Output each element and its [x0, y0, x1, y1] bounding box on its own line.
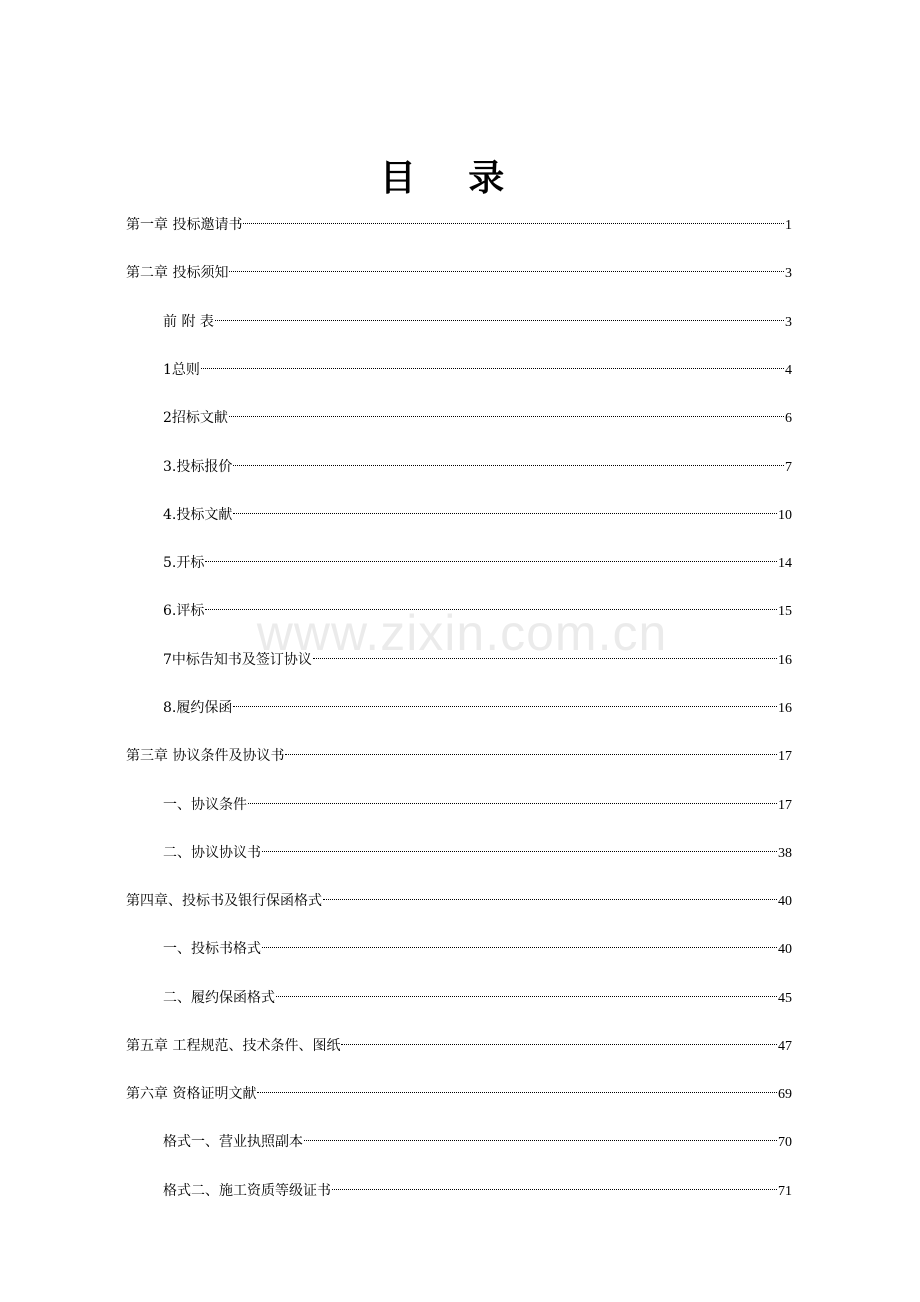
toc-entry-page: 4: [785, 363, 792, 378]
toc-entry[interactable]: [126, 258, 792, 288]
toc-entry-label: 7中标告知书及签订协议: [163, 652, 312, 668]
toc-entry-page: 15: [778, 604, 792, 619]
toc-entry[interactable]: [163, 403, 792, 433]
toc-entry[interactable]: [163, 645, 792, 675]
toc-entry[interactable]: [126, 1079, 792, 1109]
toc-entry-label: 格式一、营业执照副本: [163, 1134, 303, 1150]
leader-dots: [257, 1091, 777, 1093]
toc-entry-label: 第一章 投标邀请书: [126, 217, 243, 233]
toc-entry-page: 40: [778, 942, 792, 957]
toc-entry[interactable]: [163, 355, 792, 385]
leader-dots: [201, 367, 784, 369]
toc-entry[interactable]: [163, 548, 792, 578]
toc-entry[interactable]: [126, 886, 792, 916]
leader-dots: [233, 705, 777, 707]
toc-entry-page: 3: [785, 315, 792, 330]
toc-entry-label: 4.投标文献: [163, 507, 233, 523]
toc-entry-page: 17: [778, 798, 792, 813]
toc-entry-page: 69: [778, 1087, 792, 1102]
leader-dots: [304, 1139, 777, 1141]
toc-entry-page: 38: [778, 846, 792, 861]
leader-dots: [285, 753, 777, 755]
leader-dots: [341, 1043, 777, 1045]
toc-entry-page: 47: [778, 1039, 792, 1054]
toc-entry-page: 16: [778, 653, 792, 668]
toc-entry[interactable]: [163, 500, 792, 530]
toc-entry-page: 16: [778, 701, 792, 716]
leader-dots: [229, 415, 784, 417]
toc-entry[interactable]: [163, 596, 792, 626]
toc-entry[interactable]: [163, 693, 792, 723]
toc-entry-label: 前 附 表: [163, 314, 214, 330]
toc-entry[interactable]: [163, 934, 792, 964]
leader-dots: [229, 270, 784, 272]
toc-entry[interactable]: [163, 983, 792, 1013]
toc-entry[interactable]: [163, 838, 792, 868]
toc-entry-label: 一、投标书格式: [163, 941, 261, 957]
toc-entry[interactable]: [163, 452, 792, 482]
toc-entry-label: 第四章、投标书及银行保函格式: [126, 893, 322, 909]
toc-entry-page: 14: [778, 556, 792, 571]
toc-entry-label: 3.投标报价: [163, 459, 233, 475]
toc-entry[interactable]: [163, 1176, 792, 1206]
toc-entry[interactable]: [126, 741, 792, 771]
leader-dots: [215, 319, 784, 321]
toc-entry[interactable]: [163, 307, 792, 337]
toc-entry-page: 7: [785, 460, 792, 475]
toc-entry[interactable]: [163, 1127, 792, 1157]
leader-dots: [205, 608, 777, 610]
toc-entry-label: 第五章 工程规范、技术条件、图纸: [126, 1038, 341, 1054]
toc-entry-label: 1总则: [163, 362, 200, 378]
toc-entry-label: 8.履约保函: [163, 700, 233, 716]
toc-entry-page: 1: [785, 218, 792, 233]
toc-entry-page: 70: [778, 1135, 792, 1150]
toc-entry-label: 格式二、施工资质等级证书: [163, 1183, 331, 1199]
toc-entry-label: 一、协议条件: [163, 797, 247, 813]
toc-entry[interactable]: [126, 210, 792, 240]
toc-entry-label: 第二章 投标须知: [126, 265, 229, 281]
toc-entry-page: 6: [785, 411, 792, 426]
toc-entry-page: 17: [778, 749, 792, 764]
toc-entry[interactable]: [163, 790, 792, 820]
leader-dots: [276, 995, 777, 997]
leader-dots: [233, 464, 784, 466]
watermark: www.zixin.com.cn: [256, 605, 668, 661]
toc-entry-label: 二、履约保函格式: [163, 990, 275, 1006]
toc-entry-label: 2招标文献: [163, 410, 228, 426]
page-title: 目 录: [379, 157, 525, 199]
leader-dots: [323, 898, 777, 900]
leader-dots: [262, 946, 777, 948]
leader-dots: [313, 657, 777, 659]
toc-entry-page: 10: [778, 508, 792, 523]
toc-entry-page: 45: [778, 991, 792, 1006]
toc-entry-page: 40: [778, 894, 792, 909]
leader-dots: [262, 850, 777, 852]
leader-dots: [332, 1188, 777, 1190]
toc-entry-label: 5.开标: [163, 555, 205, 571]
leader-dots: [248, 802, 777, 804]
toc-entry-page: 71: [778, 1184, 792, 1199]
toc-entry-label: 二、协议协议书: [163, 845, 261, 861]
toc-entry-label: 第六章 资格证明文献: [126, 1086, 257, 1102]
toc-entry-label: 6.评标: [163, 603, 205, 619]
leader-dots: [233, 512, 777, 514]
toc-entry[interactable]: [126, 1031, 792, 1061]
leader-dots: [243, 222, 784, 224]
toc-entry-page: 3: [785, 266, 792, 281]
leader-dots: [205, 560, 777, 562]
toc-entry-label: 第三章 协议条件及协议书: [126, 748, 285, 764]
